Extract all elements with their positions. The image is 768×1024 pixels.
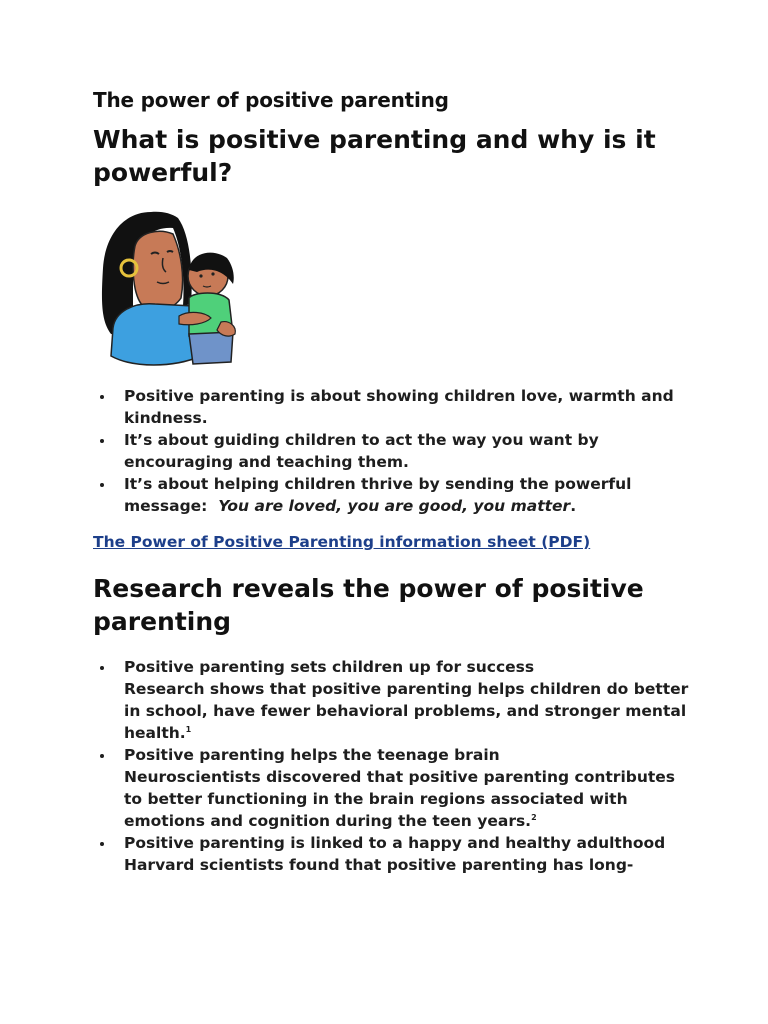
key-message-quote: You are loved, you are good, you matter [218, 497, 571, 515]
list-item-text: Positive parenting is about showing children love, warmth and kindness. [124, 387, 674, 427]
research-item-body [124, 678, 693, 744]
research-item-body [124, 766, 693, 832]
list-item [93, 744, 693, 832]
pdf-info-sheet-link[interactable]: The Power of Positive Parenting information sheet (PDF) [93, 533, 591, 551]
list-item-text: It’s about guiding children to act the way you want by encouraging and teaching them. [124, 431, 599, 471]
research-item-body-text: Harvard scientists found that positive parenting has long- [124, 856, 634, 874]
mother-and-child-illustration [93, 206, 243, 371]
list-item [93, 473, 693, 517]
list-item [93, 385, 693, 429]
list-item [93, 429, 693, 473]
list-item-suffix: . [570, 497, 577, 515]
list-item [93, 656, 693, 744]
research-item-heading: Positive parenting helps the teenage brain [124, 746, 500, 764]
research-item-heading: Positive parenting is linked to a happy and healthy adulthood [124, 834, 666, 852]
research-item-body-text: Research shows that positive parenting helps children do better in school, have fewer behavioral problems, and stronger mental health. [124, 680, 689, 742]
research-bullet-list [93, 656, 693, 876]
research-item-body-text: Neuroscientists discovered that positive parenting contributes to better functioning in the brain regions associated with emotions and cognition during the teen years. [124, 768, 676, 830]
research-item-heading: Positive parenting sets children up for success [124, 658, 535, 676]
footnote-marker: 1 [185, 724, 192, 734]
research-item-body [124, 854, 693, 876]
footnote-marker: 2 [531, 812, 537, 822]
section-heading-research: Research reveals the power of positive parenting [93, 574, 644, 636]
list-item [93, 832, 693, 876]
list-item-text: It’s about helping children thrive by sending the powerful message: [124, 475, 632, 515]
section-heading-what-is: What is positive parenting and why is it powerful? [93, 125, 656, 187]
intro-bullet-list [93, 385, 693, 517]
document-title: The power of positive parenting [93, 88, 449, 112]
